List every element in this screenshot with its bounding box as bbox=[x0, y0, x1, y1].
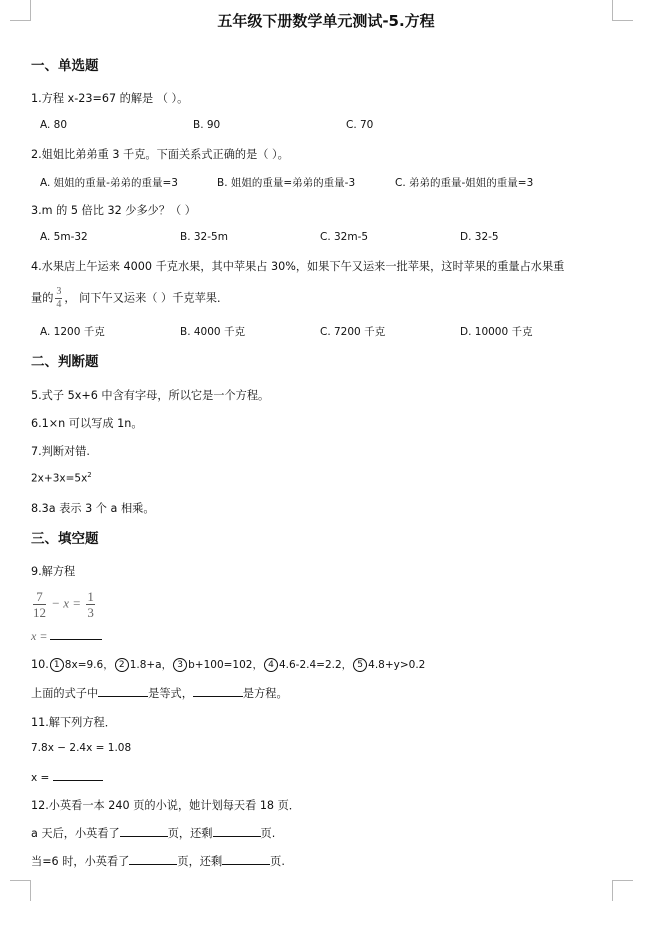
question-9-answer-line bbox=[31, 628, 102, 644]
circled-number-2: 2 bbox=[115, 658, 129, 672]
question-4-option-d: D. 10000 千克 bbox=[460, 326, 533, 338]
question-2-stem: 2.姐姐比弟弟重 3 千克。下面关系式正确的是（ ）。 bbox=[31, 148, 289, 161]
pages-read-blank[interactable] bbox=[120, 825, 168, 837]
expression-5: 4.8+y>0.2 bbox=[368, 659, 426, 671]
expression-1: 8x=9.6， bbox=[64, 659, 114, 671]
page-title: 五年级下册数学单元测试-5.方程 bbox=[217, 12, 435, 30]
q12-l1-text-b: 页，还剩 bbox=[167, 827, 213, 840]
fraction-denominator: 4 bbox=[56, 299, 62, 310]
question-9-stem: 9.解方程 bbox=[31, 565, 76, 578]
fraction-seven-twelfths bbox=[33, 590, 46, 619]
answer-label: x = bbox=[31, 772, 50, 784]
fraction-numerator: 3 bbox=[56, 286, 62, 297]
question-3-option-d: D. 32-5 bbox=[460, 231, 499, 243]
q12-l2-text-b: 页，还剩 bbox=[177, 855, 223, 868]
question-3-option-c: C. 32m-5 bbox=[320, 231, 369, 243]
question-6-stem: 6.1×n 可以写成 1n。 bbox=[31, 417, 143, 430]
question-10-prefix: 10. bbox=[31, 658, 49, 671]
q10-text-b: 是等式， bbox=[148, 687, 193, 700]
question-3-stem: 3.m 的 5 倍比 32 少多少？（ ） bbox=[31, 204, 196, 217]
question-12-stem: 12.小英看一本 240 页的小说，她计划每天看 18 页． bbox=[31, 799, 300, 812]
question-11-answer-line bbox=[31, 769, 103, 784]
question-4-line2-prefix: 量的 bbox=[31, 291, 54, 305]
fraction-numerator: 1 bbox=[87, 589, 94, 604]
q12-l1-text-a: a 天后，小英看了 bbox=[31, 827, 120, 840]
fraction-three-quarters bbox=[55, 287, 62, 310]
question-4-option-b: B. 4000 千克 bbox=[180, 326, 245, 338]
question-9-equation bbox=[31, 590, 97, 619]
expression-3: b+100=102， bbox=[188, 659, 263, 671]
pages-left-blank[interactable] bbox=[213, 825, 261, 837]
question-11-equation: 7.8x − 2.4x = 1.08 bbox=[31, 742, 132, 754]
section-heading-fill-in: 三、填空题 bbox=[31, 531, 99, 547]
question-11-stem: 11.解下列方程． bbox=[31, 716, 116, 729]
question-12-line1 bbox=[31, 825, 275, 841]
question-1-option-b: B. 90 bbox=[193, 119, 221, 131]
circled-number-5: 5 bbox=[353, 658, 367, 672]
expression-2: 1.8+a， bbox=[129, 659, 173, 671]
question-5-stem: 5.式子 5x+6 中含有字母，所以它是一个方程。 bbox=[31, 389, 270, 402]
circled-number-3: 3 bbox=[173, 658, 187, 672]
question-2-option-a: A. 姐姐的重量-弟弟的重量=3 bbox=[40, 177, 178, 189]
answer-blank[interactable] bbox=[50, 628, 102, 640]
question-3-option-a: A. 5m-32 bbox=[40, 231, 88, 243]
question-1-stem: 1.方程 x-23=67 的解是 （ ）。 bbox=[31, 92, 189, 105]
pages-read-blank-2[interactable] bbox=[129, 853, 177, 865]
fraction-one-third bbox=[86, 590, 95, 619]
equation-blank-2[interactable] bbox=[193, 685, 243, 697]
q10-text-a: 上面的式子中 bbox=[31, 687, 99, 700]
question-4-line2-suffix: ， 问下午又运来（ ）千克苹果． bbox=[64, 291, 229, 305]
question-4-stem-line1: 4.水果店上午运来 4000 千克水果，其中苹果占 30%，如果下午又运来一批苹果，这时苹果的重量占水果重 bbox=[31, 260, 565, 273]
fraction-denominator: 3 bbox=[87, 605, 94, 620]
question-2-option-b: B. 姐姐的重量=弟弟的重量-3 bbox=[217, 177, 356, 189]
fraction-denominator: 12 bbox=[33, 605, 46, 620]
circled-number-4: 4 bbox=[264, 658, 278, 672]
question-1-option-c: C. 70 bbox=[346, 119, 374, 131]
question-2-option-c: C. 弟弟的重量-姐姐的重量=3 bbox=[395, 177, 534, 189]
expression-4: 4.6-2.4=2.2， bbox=[278, 659, 353, 671]
corner-mark-bottom-left bbox=[10, 880, 31, 901]
section-heading-true-false: 二、判断题 bbox=[31, 354, 99, 370]
pages-left-blank-2[interactable] bbox=[222, 853, 270, 865]
question-3-option-b: B. 32-5m bbox=[180, 231, 228, 243]
section-heading-single-choice: 一、单选题 bbox=[31, 58, 99, 74]
answer-blank[interactable] bbox=[53, 769, 103, 781]
question-8-stem: 8.3a 表示 3 个 a 相乘。 bbox=[31, 502, 155, 515]
question-10-stem bbox=[31, 657, 425, 672]
answer-label: x = bbox=[31, 629, 48, 643]
equation-middle: − x = bbox=[51, 595, 82, 611]
q12-l2-text-c: 页. bbox=[270, 855, 285, 868]
question-7-expression bbox=[31, 471, 92, 485]
expression-base: 2x+3x=5x bbox=[31, 472, 88, 485]
fraction-numerator: 7 bbox=[33, 590, 46, 605]
question-12-line2 bbox=[31, 853, 285, 869]
equation-blank[interactable] bbox=[98, 685, 148, 697]
q12-l2-text-a: 当=6 时，小英看了 bbox=[31, 855, 130, 868]
question-4-option-a: A. 1200 千克 bbox=[40, 326, 105, 338]
circled-number-1: 1 bbox=[50, 658, 64, 672]
corner-mark-bottom-right bbox=[612, 880, 633, 901]
question-10-line2 bbox=[31, 685, 288, 701]
question-4-option-c: C. 7200 千克 bbox=[320, 326, 386, 338]
q10-text-c: 是方程。 bbox=[242, 687, 288, 700]
question-7-stem: 7.判断对错. bbox=[31, 445, 90, 458]
question-4-stem-line2 bbox=[31, 287, 228, 310]
expression-exponent: 2 bbox=[87, 471, 92, 479]
q12-l1-text-c: 页. bbox=[260, 827, 276, 840]
question-1-option-a: A. 80 bbox=[40, 119, 68, 131]
